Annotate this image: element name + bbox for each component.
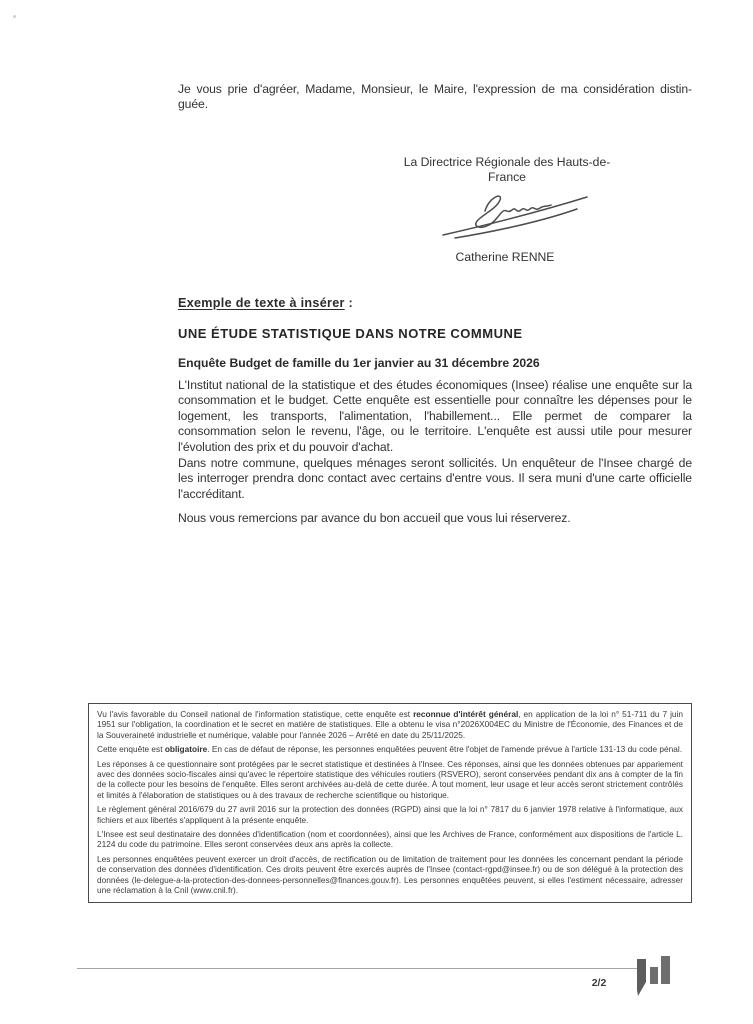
- legal-paragraph-general-interest: [97, 709, 683, 740]
- insert-example-heading-colon: :: [344, 296, 354, 310]
- legal-p1-post: , en application de la loi n° 51-711 du 7 juin 1951 sur l'obligation, la coordination et le secret en matière de statistiques. Elle a obtenu le visa n°2026X004EC du Ministre de l'Économie, des Finances et de la Souveraineté industrielle et numérique, valable pour l'année 2026 – Arrêté en date du 25/11/2025.: [97, 709, 683, 740]
- signer-title-line-1: La Directrice Régionale des Hauts-de-: [403, 155, 611, 169]
- closing-line-2: guée.: [178, 97, 208, 112]
- legal-p2-pre: Cette enquête est: [97, 744, 165, 755]
- signer-name: Catherine RENNE: [455, 250, 555, 264]
- legal-p1-pre: Vu l'avis favorable du Conseil national de l'information statistique, cette enquête est: [97, 709, 414, 719]
- signer-title-line-2: France: [488, 170, 526, 184]
- paragraph-thanks: Nous vous remercions par avance du bon accueil que vous lui réserverez.: [178, 511, 571, 525]
- insert-example-heading-label: Exemple de texte à insérer: [178, 296, 345, 310]
- legal-paragraph-rights: Les personnes enquêtées peuvent exercer un droit d'accès, de rectification ou de limitation de traitement pour les données les concernant pendant la période de conservation des données d'identification. Ces droits peuvent être exercés auprès de l'Insee (contact-rgpd@insee.fr) ou de son délégué à la protection des données (le-delegue-a-la-protection-des-donnees-personnelles@finances.gouv.fr). Les personnes enquêtées peuvent, si elles l'estiment nécessaire, adresser une réclamation à la Cnil (www.cnil.fr).: [97, 853, 683, 896]
- paragraph-insee-survey: L'Institut national de la statistique et des études économiques (Insee) réalise une enquête sur la consommation et le budget. Cette enquête est essentielle pour connaître les dépenses pour le logement, les transports, l'alimentation, l'habillement... Elle permet de comparer la consommation selon le revenu, l'âge, ou le territoire. L'enquête est aussi utile pour mesurer l'évolution des prix et du pouvoir d'achat.: [178, 378, 692, 454]
- signature-icon: [440, 188, 590, 240]
- closing-line-1: Je vous prie d'agréer, Madame, Monsieur, le Maire, l'expression de ma considération distin-: [178, 82, 692, 96]
- legal-paragraph-mandatory: [97, 744, 683, 754]
- article-title: UNE ÉTUDE STATISTIQUE DANS NOTRE COMMUNE: [178, 326, 523, 341]
- legal-p2-bold: obligatoire: [164, 744, 208, 755]
- legal-notice-box: [88, 703, 692, 903]
- legal-p1-bold: reconnue d'intérêt général: [413, 709, 519, 719]
- page-number: 2/2: [591, 977, 607, 989]
- article-subtitle: Enquête Budget de famille du 1er janvier au 31 décembre 2026: [178, 356, 540, 370]
- closing-paragraph: [178, 82, 692, 113]
- paragraph-commune: Dans notre commune, quelques ménages seront sollicités. Un enquêteur de l'Insee chargé de les interroger prendra donc contact avec certains d'entre vous. Il sera muni d'une carte officielle l'accréditant.: [178, 456, 692, 501]
- legal-p2-post: . En cas de défaut de réponse, les personnes enquêtées peuvent être l'objet de l'amende prévue à l'article 131-13 du code pénal.: [207, 744, 683, 755]
- scan-speck: [13, 15, 16, 18]
- legal-paragraph-secret: Les réponses à ce questionnaire sont protégées par le secret statistique et destinées à l'Insee. Ces réponses, ainsi que les données obtenues par appariement avec des données socio-fiscales ainsi qu'avec le répertoire statistique des véhicules routiers (RSVERO), seront conservées pendant dix ans à compter de la fin de la collecte pour les besoins de l'enquête. Elles seront archivées au-delà de cette durée. À tout moment, leur usage et leur accès seront strictement contrôlés et limités à l'élaboration de statistiques ou à des travaux de recherche scientifique ou historique.: [97, 758, 683, 800]
- legal-paragraph-archives: L'Insee est seul destinataire des données d'identification (nom et coordonnées), ainsi que les Archives de France, conformément aux dispositions de l'article L. 2124 du code du patrimoine. Elles seront conservées deux ans après la collecte.: [97, 829, 683, 850]
- insee-logo-icon: [634, 954, 672, 1000]
- legal-paragraph-rgpd: Le règlement général 2016/679 du 27 avril 2016 sur la protection des données (RGPD) ainsi que la loi n° 7817 du 6 janvier 1978 relative à l'informatique, aux fichiers et aux libertés s'appliquent à la présente enquête.: [97, 804, 683, 825]
- footer-rule: [77, 968, 639, 969]
- signer-title: [377, 155, 637, 185]
- insert-example-heading: [178, 296, 353, 310]
